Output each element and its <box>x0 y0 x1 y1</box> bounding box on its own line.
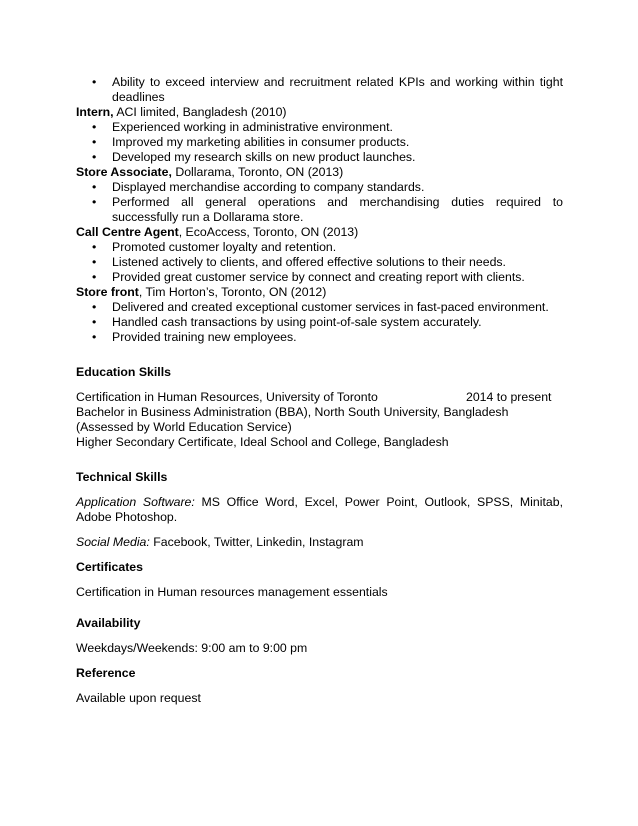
job-entry-store-front <box>76 285 563 300</box>
social-media-label: Social Media: <box>76 535 150 549</box>
list-item: • Improved my marketing abilities in consumer products. <box>76 135 563 150</box>
list-item: • Delivered and created exceptional customer services in fast-paced environment. <box>76 300 563 315</box>
education-note: (Assessed by World Education Service) <box>76 420 292 434</box>
job-details: , Tim Horton’s, Toronto, ON (2012) <box>138 285 327 299</box>
education-section <box>76 390 563 450</box>
job-bullets <box>76 300 563 345</box>
technical-heading: Technical Skills <box>76 470 168 484</box>
certificates-text: Certification in Human resources management essentials <box>76 585 388 599</box>
list-item: • Promoted customer loyalty and retention. <box>76 240 563 255</box>
list-item: • Developed my research skills on new product launches. <box>76 150 563 165</box>
education-heading: Education Skills <box>76 365 171 379</box>
reference-heading: Reference <box>76 666 136 680</box>
job-bullets <box>76 180 563 225</box>
availability-heading: Availability <box>76 616 141 630</box>
social-media <box>76 535 563 550</box>
job-title: Intern, <box>76 105 114 119</box>
job-details: ACI limited, Bangladesh (2010) <box>113 105 287 119</box>
job-title: Store front <box>76 285 139 299</box>
top-bullet-list <box>76 75 563 105</box>
job-title: Call Centre Agent <box>76 225 179 239</box>
job-details: Dollarama, Toronto, ON (2013) <box>171 165 344 179</box>
application-software <box>76 495 563 525</box>
education-item: Certification in Human Resources, University of Toronto <box>76 390 378 404</box>
social-media-value: Facebook, Twitter, Linkedin, Instagram <box>149 535 364 549</box>
application-software-label: Application Software: <box>76 495 195 509</box>
education-item: Bachelor in Business Administration (BBA), North South University, Bangladesh <box>76 405 509 419</box>
job-bullets <box>76 120 563 165</box>
list-item: • Displayed merchandise according to company standards. <box>76 180 563 195</box>
education-line <box>76 390 563 405</box>
reference-text: Available upon request <box>76 691 201 705</box>
job-title: Store Associate, <box>76 165 172 179</box>
education-date: 2014 to present <box>466 390 552 404</box>
list-item: • Experienced working in administrative environment. <box>76 120 563 135</box>
job-entry-call-centre <box>76 225 563 240</box>
list-item: • Ability to exceed interview and recruitment related KPIs and working within tight deadlines <box>76 75 563 105</box>
list-item: • Listened actively to clients, and offered effective solutions to their needs. <box>76 255 563 270</box>
list-item: • Provided training new employees. <box>76 330 563 345</box>
job-details: , EcoAccess, Toronto, ON (2013) <box>178 225 359 239</box>
availability-text: Weekdays/Weekends: 9:00 am to 9:00 pm <box>76 641 308 655</box>
job-bullets <box>76 240 563 285</box>
job-entry-intern <box>76 105 563 120</box>
list-item: • Performed all general operations and merchandising duties required to successfully run a Dollarama store. <box>76 195 563 225</box>
list-item: • Provided great customer service by connect and creating report with clients. <box>76 270 563 285</box>
education-item: Higher Secondary Certificate, Ideal School and College, Bangladesh <box>76 435 449 449</box>
job-entry-store-associate <box>76 165 563 180</box>
application-software-value: MS Office Word, Excel, Power Point, Outlook, SPSS, Minitab, Adobe Photoshop. <box>76 495 563 524</box>
list-item: • Handled cash transactions by using point-of-sale system accurately. <box>76 315 563 330</box>
certificates-heading: Certificates <box>76 560 143 574</box>
resume-content <box>76 75 563 706</box>
